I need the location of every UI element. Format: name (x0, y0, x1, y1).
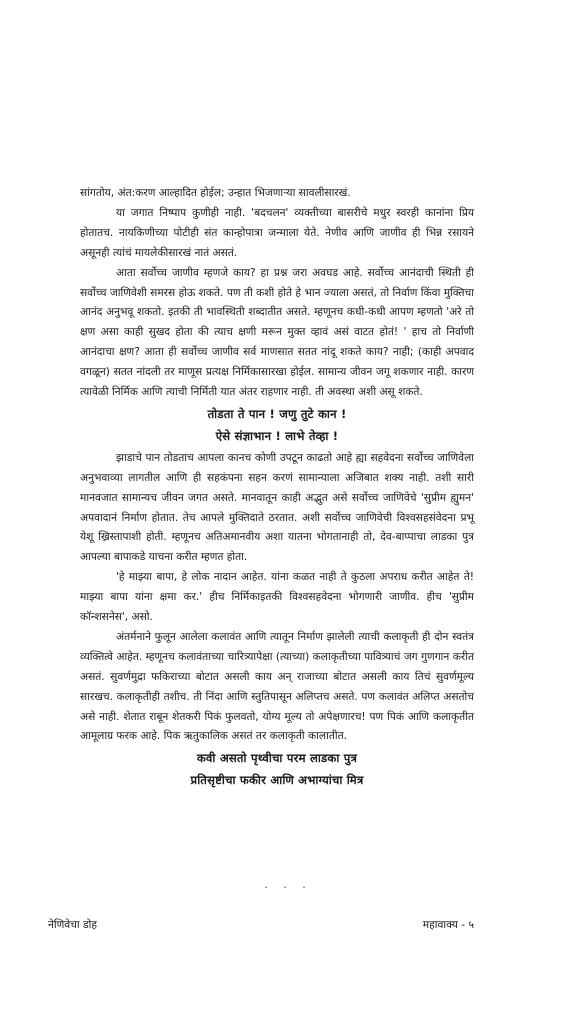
verse-block-1 (80, 405, 474, 447)
verse-line: तोडता ते पान ! जणु तुटे कान ! (207, 406, 347, 421)
verse-line: प्रतिसृष्टीचा फकीर आणि अभाग्यांचा मित्र (190, 773, 364, 788)
paragraph-quote: 'हे माझ्या बापा, हे लोक नादान आहेत. यांना कळत नाही ते कुठला अपराध करीत आहेत ते! माझ्या बापा यांना क्षमा कर.' हीच निर्मिकाइतकी विश्वसहवेदना भोगणारी जाणीव. हीच 'सुप्रीम कॉन्शसनेस', असो. (80, 571, 474, 624)
paragraph: या जगात निष्पाप कुणीही नाही. 'बदचलन' व्यक्तीच्या बासरीचे मधुर स्वरही कानांना प्रिय होतातच. नायकिणीच्या पोटीही संत कान्होपात्रा जन्माला येते. नेणीव आणि जाणीव ही भिन्न रसायने असूनही त्यांचं मायलेकीसारखं नातं असतं. (80, 206, 474, 259)
footer-book-title: नेणिवेचा डोह (48, 919, 98, 931)
verse-line: कवी असतो पृथ्वीचा परम लाडका पुत्र (196, 751, 358, 766)
paragraph: झाडाचे पान तोडताच आपला कानच कोणी उपटून काढतो आहे ह्या सहवेदना सर्वोच्च जाणिवेला अनुभवाव्या लागतील आणि ही सहकंपना सहन करणं सामान्याला अजिबात शक्य नाही. तशी सारी मानवजात सामान्यच जीवन जगत असते. मानवातून काही अद्भुत असे सर्वोच्च जाणिवेचे 'सुप्रीम ह्युमन' अपवादानं निर्माण होतात. तेच आपले मुक्तिदाते ठरतात. अशी सर्वोच्च जाणिवेची विश्वसहसंवेदना प्रभू येशू ख्रिस्तापाशी होती. म्हणूनच अतिअमानवीय अशा यातना भोगतानाही तो, देव-बाप्पाचा लाडका पुत्र आपल्या बापाकडे याचना करीत म्हणत होता. (80, 451, 474, 564)
section-ornament: . . . (264, 878, 312, 891)
paragraph: अंतर्मनाने फुलून आलेला कलावंत आणि त्यातून निर्माण झालेली त्याची कलाकृती ही दोन स्वतंत्र व्यक्तित्वे आहेत. म्हणूनच कलावंताच्या चारित्र्यापेक्षा (त्याच्या) कलाकृतीच्या पावित्र्याचं जग गुणगान करीत असतं. सुवर्णमुद्रा फकिराच्या बोटात असली काय अन् राजाच्या बोटात असली काय तिचं सुवर्णमूल्य सारखच. कलाकृतीही तशीच. ती निंदा आणि स्तुतिपासून अलिप्तच असते. पण कलावंत अलिप्त असतोच असे नाही. शेतात राबून शेतकरी पिकं फुलवतो, योग्य मूल्य तो अपेक्षणारच! पण पिकं आणि कलाकृतीत आमूलाग्र फरक आहे. पिक ऋतुकालिक असतं तर कलाकृती कालातीत. (80, 630, 474, 743)
paragraph: आता सर्वोच्च जाणीव म्हणजे काय? हा प्रश्न जरा अवघड आहे. सर्वोच्च आनंदाची स्थिती ही सर्वोच्च जाणिवेशी समरस होऊ शकते. पण ती कशी होते हे भान ज्याला असतं, तो निर्वाण किंवा मुक्तिचा आनंद अनुभवू शकतो. इतकी ती भावस्थिती शब्दातीत असते. म्हणूनच कधी-कधी आपण म्हणतो 'अरे तो क्षण असा काही सुखद होता की त्याच क्षणी मरून मुक्त व्हावं असं वाटत होतं! ' हाच तो निर्वाणी आनंदाचा क्षण? आता ही सर्वोच्च जाणीव सर्व माणसात सतत नांदू शकते काय? नाही; (काही अपवाद वगळून) सतत नांदली तर माणूस प्रत्यक्ष निर्मिकासारखा होईल. सामान्य जीवन जगू शकणार नाही. कारण त्यावेळी निर्मिक आणि त्याची निर्मिती यात अंतर राहणार नाही. ती अवस्था अशी असू शकते. (80, 266, 475, 399)
footer-chapter-page: महावाक्य - ५ (422, 919, 474, 931)
paragraph-continuation: सांगतोय, अंत:करण आल्हादित होईल; उन्हात भिजणाऱ्या सावलीसारखं. (80, 187, 351, 199)
page-content (80, 184, 474, 793)
verse-line: ऐसे संज्ञाभान ! लाभे तेव्हा ! (215, 428, 339, 443)
verse-block-2 (80, 749, 474, 791)
